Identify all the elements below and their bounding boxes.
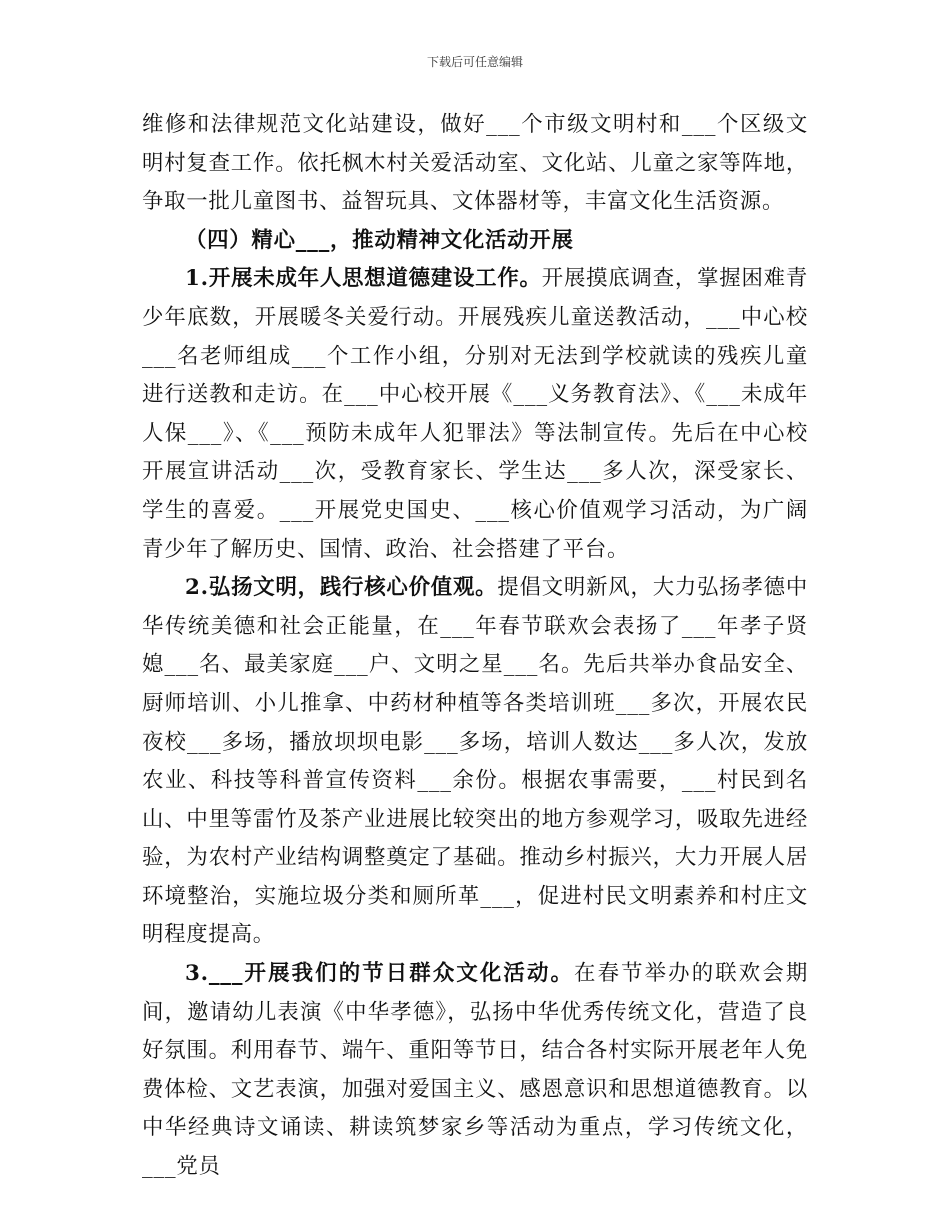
section-heading-4: （四）精心___，推动精神文化活动开展 [185,227,574,253]
paragraph-minors-education [142,260,808,569]
item-1-body: 开展摸底调查，掌握困难青少年底数，开展暖冬关爱行动。开展残疾儿童送教活动，___中心校___名老师组成___个工作小组，分别对无法到学校就读的残疾儿童进行送教和走访。在___中心校开展《___义务教育法》、《___未成年人保___》、《___预防未成年人犯罪法》等法制宣传。先后在中心校开展宣讲活动___次，受教育家长、学生达___多人次，深受家长、学生的喜爱。___开展党史国史、___核心价值观学习活动，为广阔青少年了解历史、国情、政治、社会搭建了平台。 [142,266,808,562]
document-body [142,106,808,1187]
item-3-body: 在春节举办的联欢会期间，邀请幼儿表演《中华孝德》，弘扬中华优秀传统文化，营造了良好氛围。利用春节、端午、重阳等节日，结合各村实际开展老年人免费体检、文艺表演，加强对爱国主义、感恩意识和思想道德教育。以中华经典诗文诵读、耕读筑梦家乡等活动为重点，学习传统文化，___党员 [142,961,808,1180]
paragraph-civilization [142,569,808,955]
item-3-title: 3.___开展我们的节日群众文化活动。 [185,961,575,987]
paragraph-culture-station: 维修和法律规范文化站建设，做好___个市级文明村和___个区级文明村复查工作。依托枫木村关爱活动室、文化站、儿童之家等阵地，争取一批儿童图书、益智玩具、文体器材等，丰富文化生活资源。 [142,112,808,215]
page-header: 下载后可任意编辑 [426,55,523,69]
item-2-body: 提倡文明新风，大力弘扬孝德中华传统美德和社会正能量，在___年春节联欢会表扬了___年孝子贤媳___名、最美家庭___户、文明之星___名。先后共举办食品安全、厨师培训、小儿推拿、中药材种植等各类培训班___多次，开展农民夜校___多场，播放坝坝电影___多场，培训人数达___多人次，发放农业、科技等科普宣传资料___余份。根据农事需要，___村民到名山、中里等雷竹及茶产业进展比较突出的地方参观学习，吸取先进经验，为农村产业结构调整奠定了基础。推动乡村振兴，大力开展人居环境整治，实施垃圾分类和厕所革___，促进村民文明素养和村庄文明程度提高。 [142,575,808,948]
paragraph-festivals [142,955,808,1187]
item-1-title: 1.开展未成年人思想道德建设工作。 [185,266,542,292]
item-2-title: 2.弘扬文明，践行核心价值观。 [185,575,498,601]
